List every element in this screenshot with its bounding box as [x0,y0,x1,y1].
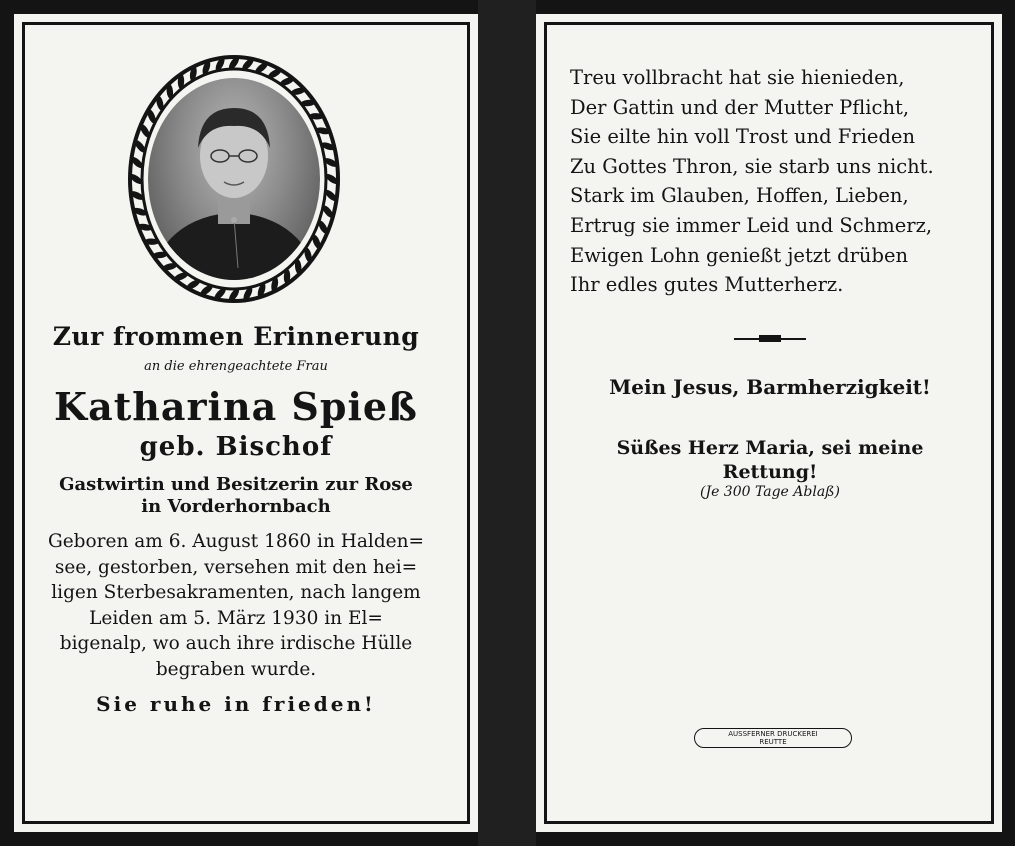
biography-line: Geboren am 6. August 1860 in Halden= [47,531,425,552]
poem-line: Der Gattin und der Mutter Pflicht, [570,95,910,119]
poem-line: Zu Gottes Thron, sie starb uns nicht. [570,154,934,178]
printer-stamp [694,728,852,748]
biography [40,529,432,682]
maiden-name: geb. Bischof [139,432,333,462]
indulgence-note: (Je 300 Tage Ablaß) [700,484,840,500]
biography-line: ligen Sterbesakramenten, nach langem [51,582,421,603]
occupation [40,474,432,518]
portrait-figure [148,78,320,280]
prayer-maria [560,436,980,484]
prayer-maria-line: Süßes Herz Maria, sei meine [616,437,924,459]
prayer-jesus: Mein Jesus, Barmherzigkeit! [609,375,931,399]
poem-line: Sie eilte hin voll Trost und Frieden [570,125,916,149]
portrait-medallion [123,50,345,308]
divider-ornament [759,335,781,342]
fold-gutter [478,0,536,846]
biography-line: see, gestorben, versehen mit den hei= [54,556,418,578]
biography-line: bigenalp, wo auch ihre irdische Hülle [59,633,413,654]
card-heading: Zur frommen Erinnerung [52,322,420,351]
closing-blessing: Sie ruhe in frieden! [96,692,376,716]
biography-line: Leiden am 5. März 1930 in El= [89,607,383,629]
card-subheading: an die ehrengeachtete Frau [144,359,328,374]
prayer-maria-line: Rettung! [722,461,818,483]
poem-line: Ihr edles gutes Mutterherz. [570,273,844,297]
poem-line: Ertrug sie immer Leid und Schmerz, [570,213,933,237]
portrait-photo [148,78,320,280]
printer-name: AUSSFERNER DRUCKEREI [728,730,818,738]
occupation-line: Gastwirtin und Besitzerin zur Rose [59,474,413,495]
occupation-place: in Vorderhornbach [141,496,331,517]
deceased-name: Katharina Spieß [54,384,418,429]
poem-line: Stark im Glauben, Hoffen, Lieben, [570,184,909,208]
poem-line: Ewigen Lohn genießt jetzt drüben [570,243,909,267]
poem-line: Treu vollbracht hat sie hienieden, [570,66,905,89]
memorial-poem [570,63,980,300]
printer-city: REUTTE [759,738,787,746]
biography-line: begraben wurde. [155,658,317,680]
